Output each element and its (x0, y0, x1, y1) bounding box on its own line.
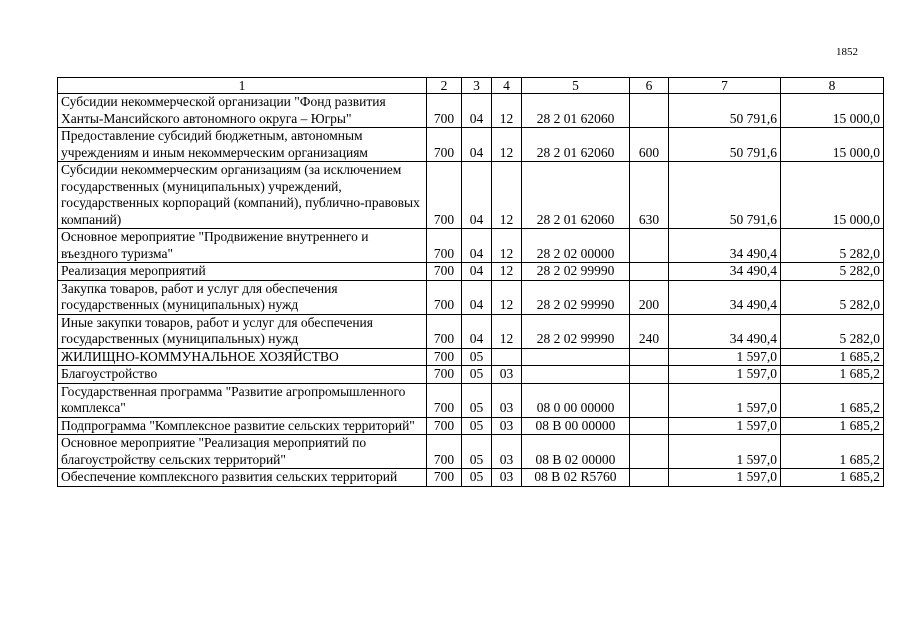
expense-type-cell (630, 469, 669, 487)
target-article-cell: 28 2 02 00000 (522, 229, 630, 263)
column-header-1: 1 (58, 78, 427, 94)
target-article-cell: 28 2 02 99990 (522, 280, 630, 314)
target-article-cell: 08 В 02 R5760 (522, 469, 630, 487)
amount-2023-cell: 34 490,4 (669, 263, 781, 281)
amount-2024-cell: 1 685,2 (781, 366, 884, 384)
amount-2024-cell: 5 282,0 (781, 280, 884, 314)
amount-2023-cell: 1 597,0 (669, 417, 781, 435)
section-code-cell: 04 (462, 280, 492, 314)
target-article-cell (522, 366, 630, 384)
table-body (58, 94, 884, 487)
table-row (58, 162, 884, 229)
amount-2023-cell: 50 791,6 (669, 162, 781, 229)
table-row (58, 314, 884, 348)
ministry-code-cell: 700 (427, 469, 462, 487)
amount-2024-cell: 1 685,2 (781, 348, 884, 366)
description-cell: Государственная программа "Развитие агропромышленного комплекса" (58, 383, 427, 417)
section-code-cell: 04 (462, 229, 492, 263)
section-code-cell: 05 (462, 417, 492, 435)
table-row (58, 469, 884, 487)
expense-type-cell (630, 229, 669, 263)
amount-2024-cell: 15 000,0 (781, 128, 884, 162)
table-row (58, 366, 884, 384)
description-cell: Субсидии некоммерческим организациям (за исключением государственных (муниципальных) учреждений, государственных корпораций (компаний), публично-правовых компаний) (58, 162, 427, 229)
description-cell: Иные закупки товаров, работ и услуг для обеспечения государственных (муниципальных) нужд (58, 314, 427, 348)
subsection-code-cell: 03 (492, 366, 522, 384)
section-code-cell: 05 (462, 348, 492, 366)
target-article-cell: 28 2 01 62060 (522, 162, 630, 229)
amount-2024-cell: 1 685,2 (781, 417, 884, 435)
description-cell: Основное мероприятие "Реализация мероприятий по благоустройству сельских территорий" (58, 435, 427, 469)
amount-2024-cell: 1 685,2 (781, 435, 884, 469)
table-row (58, 94, 884, 128)
ministry-code-cell: 700 (427, 229, 462, 263)
section-code-cell: 04 (462, 162, 492, 229)
ministry-code-cell: 700 (427, 366, 462, 384)
amount-2023-cell: 50 791,6 (669, 94, 781, 128)
target-article-cell: 28 2 01 62060 (522, 94, 630, 128)
expense-type-cell (630, 348, 669, 366)
ministry-code-cell: 700 (427, 417, 462, 435)
amount-2023-cell: 34 490,4 (669, 229, 781, 263)
subsection-code-cell (492, 348, 522, 366)
amount-2024-cell: 1 685,2 (781, 469, 884, 487)
description-cell: Основное мероприятие "Продвижение внутреннего и въездного туризма" (58, 229, 427, 263)
table-header-row (58, 78, 884, 94)
ministry-code-cell: 700 (427, 280, 462, 314)
expense-type-cell (630, 435, 669, 469)
amount-2023-cell: 50 791,6 (669, 128, 781, 162)
table-row (58, 348, 884, 366)
ministry-code-cell: 700 (427, 435, 462, 469)
target-article-cell: 08 0 00 00000 (522, 383, 630, 417)
section-code-cell: 05 (462, 383, 492, 417)
amount-2023-cell: 1 597,0 (669, 383, 781, 417)
column-header-2: 2 (427, 78, 462, 94)
amount-2024-cell: 5 282,0 (781, 314, 884, 348)
section-code-cell: 04 (462, 94, 492, 128)
description-cell: Благоустройство (58, 366, 427, 384)
section-code-cell: 04 (462, 314, 492, 348)
table-row (58, 383, 884, 417)
expense-type-cell (630, 94, 669, 128)
description-cell: Реализация мероприятий (58, 263, 427, 281)
subsection-code-cell: 12 (492, 280, 522, 314)
description-cell: ЖИЛИЩНО-КОММУНАЛЬНОЕ ХОЗЯЙСТВО (58, 348, 427, 366)
target-article-cell: 08 В 00 00000 (522, 417, 630, 435)
expense-type-cell (630, 263, 669, 281)
table-row (58, 128, 884, 162)
description-cell: Обеспечение комплексного развития сельских территорий (58, 469, 427, 487)
description-cell: Закупка товаров, работ и услуг для обеспечения государственных (муниципальных) нужд (58, 280, 427, 314)
budget-table (57, 77, 884, 487)
expense-type-cell: 600 (630, 128, 669, 162)
target-article-cell: 28 2 01 62060 (522, 128, 630, 162)
ministry-code-cell: 700 (427, 383, 462, 417)
subsection-code-cell: 12 (492, 263, 522, 281)
subsection-code-cell: 03 (492, 417, 522, 435)
expense-type-cell: 630 (630, 162, 669, 229)
ministry-code-cell: 700 (427, 263, 462, 281)
amount-2024-cell: 15 000,0 (781, 162, 884, 229)
table-row (58, 417, 884, 435)
section-code-cell: 04 (462, 263, 492, 281)
amount-2023-cell: 1 597,0 (669, 348, 781, 366)
subsection-code-cell: 12 (492, 128, 522, 162)
column-header-3: 3 (462, 78, 492, 94)
expense-type-cell (630, 417, 669, 435)
subsection-code-cell: 03 (492, 469, 522, 487)
column-header-5: 5 (522, 78, 630, 94)
target-article-cell: 28 2 02 99990 (522, 314, 630, 348)
section-code-cell: 05 (462, 366, 492, 384)
subsection-code-cell: 12 (492, 229, 522, 263)
amount-2024-cell: 5 282,0 (781, 229, 884, 263)
amount-2023-cell: 34 490,4 (669, 280, 781, 314)
target-article-cell (522, 348, 630, 366)
expense-type-cell: 240 (630, 314, 669, 348)
amount-2023-cell: 1 597,0 (669, 435, 781, 469)
amount-2023-cell: 1 597,0 (669, 469, 781, 487)
description-cell: Подпрограмма "Комплексное развитие сельских территорий" (58, 417, 427, 435)
subsection-code-cell: 03 (492, 383, 522, 417)
expense-type-cell: 200 (630, 280, 669, 314)
subsection-code-cell: 03 (492, 435, 522, 469)
column-header-4: 4 (492, 78, 522, 94)
target-article-cell: 08 В 02 00000 (522, 435, 630, 469)
target-article-cell: 28 2 02 99990 (522, 263, 630, 281)
table-row (58, 280, 884, 314)
page-number: 1852 (836, 46, 858, 58)
table-row (58, 263, 884, 281)
section-code-cell: 05 (462, 435, 492, 469)
amount-2024-cell: 1 685,2 (781, 383, 884, 417)
column-header-7: 7 (669, 78, 781, 94)
subsection-code-cell: 12 (492, 94, 522, 128)
ministry-code-cell: 700 (427, 314, 462, 348)
section-code-cell: 04 (462, 128, 492, 162)
description-cell: Предоставление субсидий бюджетным, автономным учреждениям и иным некоммерческим организациям (58, 128, 427, 162)
ministry-code-cell: 700 (427, 94, 462, 128)
expense-type-cell (630, 366, 669, 384)
section-code-cell: 05 (462, 469, 492, 487)
amount-2023-cell: 1 597,0 (669, 366, 781, 384)
amount-2024-cell: 5 282,0 (781, 263, 884, 281)
amount-2023-cell: 34 490,4 (669, 314, 781, 348)
expense-type-cell (630, 383, 669, 417)
ministry-code-cell: 700 (427, 348, 462, 366)
subsection-code-cell: 12 (492, 162, 522, 229)
description-cell: Субсидии некоммерческой организации "Фонд развития Ханты-Мансийского автономного округа – Югры" (58, 94, 427, 128)
subsection-code-cell: 12 (492, 314, 522, 348)
column-header-8: 8 (781, 78, 884, 94)
ministry-code-cell: 700 (427, 128, 462, 162)
ministry-code-cell: 700 (427, 162, 462, 229)
amount-2024-cell: 15 000,0 (781, 94, 884, 128)
table-row (58, 229, 884, 263)
column-header-6: 6 (630, 78, 669, 94)
table-row (58, 435, 884, 469)
